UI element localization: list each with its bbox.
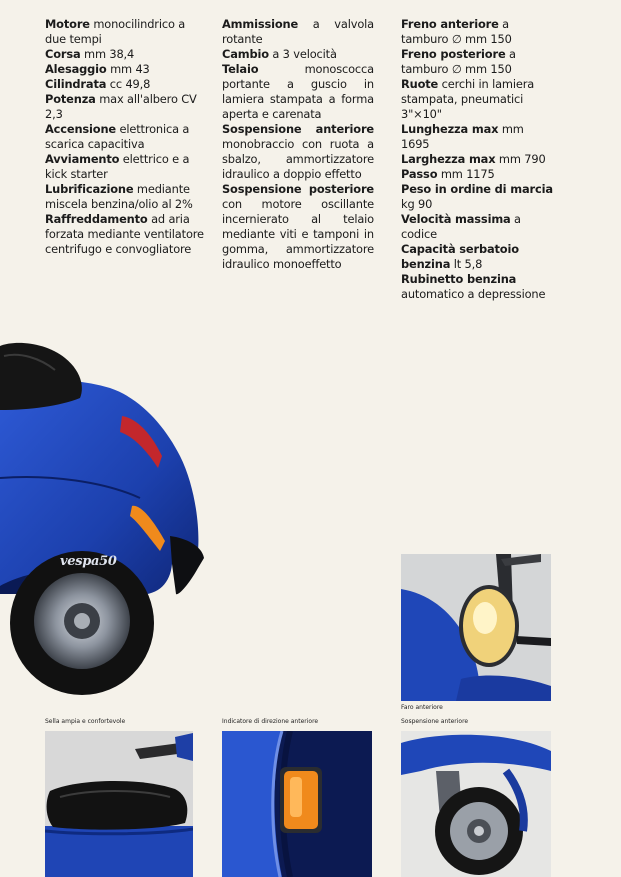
spec-value: cerchi in lamiera stampata, pneumatici 3"×10" [401, 77, 535, 121]
spec-entry [222, 122, 374, 182]
spec-value: mm 38,4 [80, 47, 135, 61]
spec-label: Avviamento [45, 152, 120, 166]
spec-entry [222, 17, 374, 47]
spec-entry [45, 92, 205, 122]
spec-label: Accensione [45, 122, 116, 136]
spec-value: monoscocca portante a guscio in lamiera stampata a forma aperta e carenata [222, 62, 374, 121]
spec-value: max all'albero CV 2,3 [45, 92, 197, 121]
spec-value: a tamburo ∅ mm 150 [401, 47, 516, 76]
spec-value: con motore oscillante incernierato al telaio mediante viti e tamponi in gomma, ammortizzatore idraulico monoeffetto [222, 197, 374, 271]
spec-value: mm 1175 [437, 167, 495, 181]
headlight-photo [401, 554, 551, 701]
spec-value: elettronica a scarica capacitiva [45, 122, 190, 151]
spec-value: mm 1695 [401, 122, 524, 151]
spec-column-3 [401, 17, 553, 302]
spec-entry [401, 212, 553, 242]
suspension-photo [401, 731, 551, 877]
spec-value: kg 90 [401, 197, 433, 211]
spec-entry [401, 152, 553, 167]
spec-entry [401, 272, 553, 302]
spec-label: Raffreddamento [45, 212, 148, 226]
spec-label: Cilindrata [45, 77, 107, 91]
spec-label: Ammissione [222, 17, 299, 31]
spec-label: Ruote [401, 77, 439, 91]
spec-label: Motore [45, 17, 90, 31]
spec-value: a tamburo ∅ mm 150 [401, 17, 512, 46]
spec-entry [45, 122, 205, 152]
spec-label: Potenza [45, 92, 96, 106]
spec-value: a 3 velocità [268, 47, 337, 61]
spec-label: Cambio [222, 47, 269, 61]
spec-entry [45, 17, 205, 47]
headlight-caption: Faro anteriore [401, 704, 443, 711]
spec-entry [222, 62, 374, 122]
spec-value: ad aria forzata mediante ventilatore centrifugo e convogliatore [45, 212, 204, 256]
spec-entry [45, 77, 205, 92]
spec-column-1 [45, 17, 205, 257]
spec-value: mm 43 [106, 62, 150, 76]
spec-label: Lunghezza max [401, 122, 499, 136]
spec-value: a codice [401, 212, 521, 241]
spec-entry [45, 212, 205, 257]
spec-label: Larghezza max [401, 152, 496, 166]
spec-label: Freno posteriore [401, 47, 506, 61]
seat-caption: Sella ampia e confortevole [45, 718, 126, 725]
spec-entry [401, 17, 553, 47]
spec-label: Rubinetto benzina [401, 272, 517, 286]
spec-column-2 [222, 17, 374, 272]
spec-entry [45, 152, 205, 182]
spec-label: Telaio [222, 62, 259, 76]
spec-label: Sospensione posteriore [222, 182, 374, 196]
spec-entry [401, 47, 553, 77]
spec-value: elettrico e a kick starter [45, 152, 190, 181]
spec-value: monobraccio con ruota a sbalzo, ammortizzatore idraulico a doppio effetto [222, 137, 374, 181]
scooter-rear-photo [0, 336, 215, 696]
spec-entry [401, 77, 553, 122]
spec-label: Peso in ordine di marcia [401, 182, 553, 196]
spec-entry [222, 47, 374, 62]
spec-entry [45, 62, 205, 77]
spec-value: lt 5,8 [450, 257, 483, 271]
spec-value: a valvola rotante [222, 17, 374, 46]
spec-entry [401, 182, 553, 212]
spec-entry [45, 182, 205, 212]
indicator-caption: Indicatore di direzione anteriore [222, 718, 319, 725]
spec-entry [222, 182, 374, 272]
indicator-photo [222, 731, 372, 877]
spec-label: Lubrificazione [45, 182, 134, 196]
suspension-caption: Sospensione anteriore [401, 718, 469, 725]
spec-value: cc 49,8 [106, 77, 151, 91]
spec-value: mediante miscela benzina/olio al 2% [45, 182, 193, 211]
spec-entry [401, 122, 553, 152]
vespa50-badge: vespa50 [60, 554, 117, 569]
spec-label: Capacità serbatoio benzina [401, 242, 519, 271]
spec-value: automatico a depressione [401, 287, 546, 301]
seat-photo [45, 731, 193, 877]
spec-entry [401, 242, 553, 272]
spec-entry [401, 167, 553, 182]
spec-label: Velocità massima [401, 212, 511, 226]
spec-label: Alesaggio [45, 62, 107, 76]
spec-entry [45, 47, 205, 62]
spec-label: Freno anteriore [401, 17, 499, 31]
spec-label: Passo [401, 167, 438, 181]
spec-label: Sospensione anteriore [222, 122, 374, 136]
spec-label: Corsa [45, 47, 81, 61]
spec-value: mm 790 [495, 152, 546, 166]
spec-value: monocilindrico a due tempi [45, 17, 186, 46]
